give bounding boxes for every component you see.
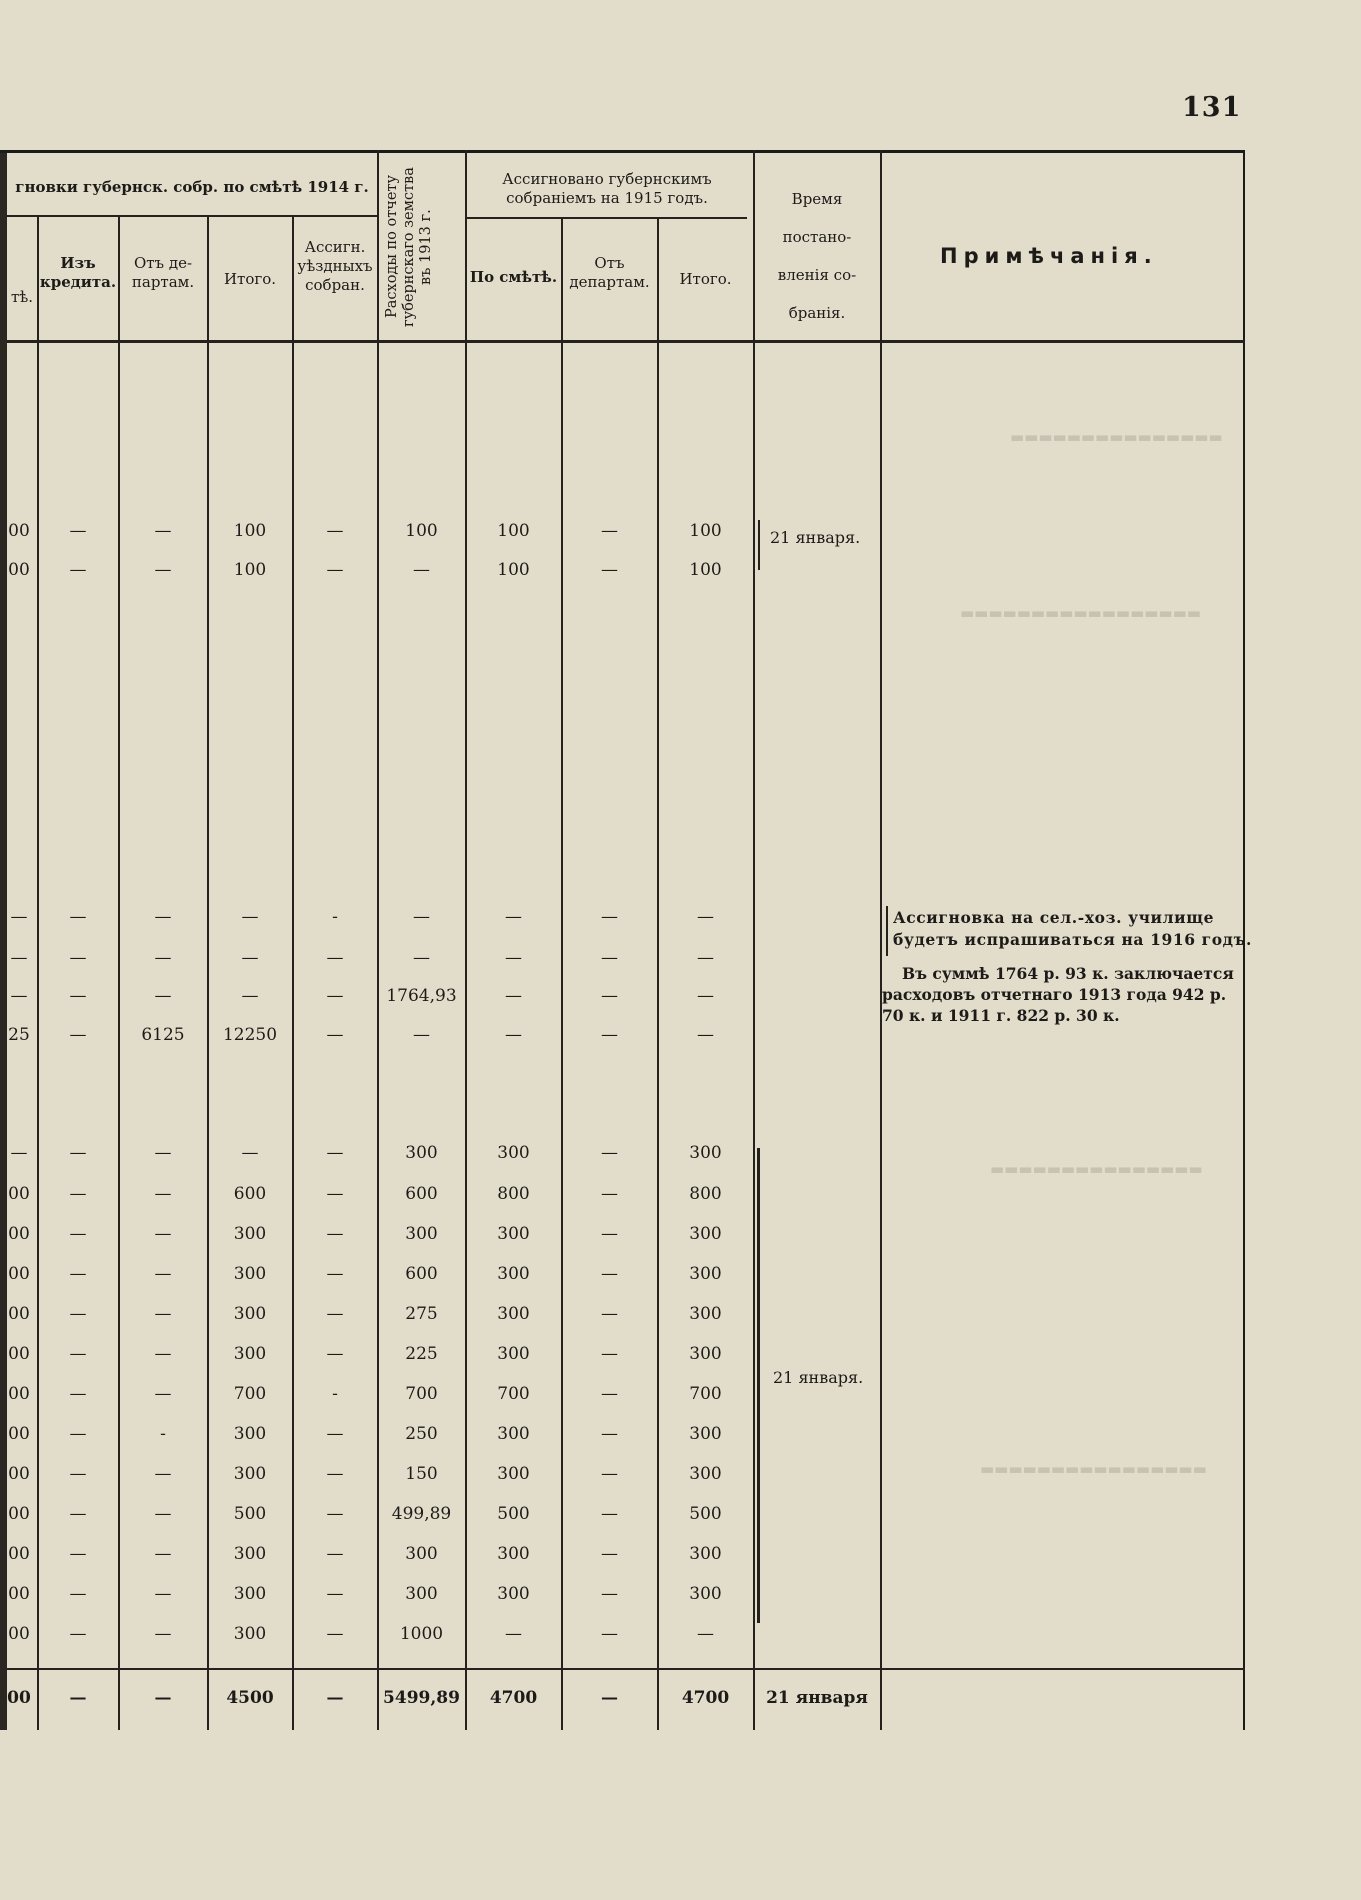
table-cell-credit: — bbox=[69, 1304, 87, 1324]
table-cell-total: 300 bbox=[233, 1544, 267, 1564]
table-cell-edge: 00 bbox=[8, 1544, 30, 1564]
table-cell-total: 100 bbox=[233, 560, 267, 580]
table-cell-total2: 100 bbox=[689, 560, 722, 580]
table-cell-smeta: 300 bbox=[497, 1304, 530, 1324]
table-cell-depart: 6125 bbox=[141, 1025, 185, 1045]
table-cell-uezd: — bbox=[326, 1344, 344, 1364]
table-cell-report: 300 bbox=[405, 1544, 438, 1564]
table-cell-report: — bbox=[413, 1025, 430, 1045]
table-cell-total: 12250 bbox=[222, 1025, 278, 1045]
table-cell-uezd: — bbox=[326, 1624, 344, 1644]
table-cell-depart: — bbox=[154, 1584, 172, 1604]
table-cell-uezd: — bbox=[326, 1264, 344, 1284]
date-brace-1 bbox=[758, 520, 760, 570]
table-cell-smeta: 300 bbox=[497, 1344, 530, 1364]
table-cell-depart2: — bbox=[601, 1025, 618, 1045]
table-cell-edge: — bbox=[10, 907, 28, 927]
table-cell-smeta: 300 bbox=[497, 1224, 530, 1244]
table-cell-smeta: — bbox=[505, 986, 522, 1006]
table-cell-total2: 300 bbox=[689, 1544, 722, 1564]
table-cell-report: 600 bbox=[405, 1264, 438, 1284]
table-cell-credit: — bbox=[69, 1584, 87, 1604]
table-cell-depart2: — bbox=[601, 1143, 618, 1163]
table-cell-credit: — bbox=[69, 907, 87, 927]
table-cell-report: 499,89 bbox=[391, 1504, 452, 1524]
table-cell-uezd: - bbox=[332, 907, 338, 927]
table-cell-total2: 500 bbox=[689, 1504, 722, 1524]
bleed-through-line: ▬▬▬▬▬▬▬▬▬▬▬▬▬▬▬ bbox=[1010, 428, 1223, 446]
col-line bbox=[118, 215, 120, 1730]
table-cell-report: — bbox=[413, 948, 430, 968]
col-line bbox=[880, 150, 882, 1730]
table-cell-credit: — bbox=[69, 1344, 87, 1364]
table-cell-total: 300 bbox=[233, 1304, 267, 1324]
table-cell-edge: 00 bbox=[8, 560, 30, 580]
table-cell-depart2: — bbox=[601, 907, 618, 927]
table-cell-credit: — bbox=[69, 521, 87, 541]
header-divider-1914 bbox=[7, 215, 377, 217]
note-brace bbox=[886, 906, 888, 956]
table-cell-total2: 300 bbox=[689, 1464, 722, 1484]
table-cell-report: 100 bbox=[405, 521, 438, 541]
header-divider-1915 bbox=[465, 217, 747, 219]
table-cell-uezd: — bbox=[326, 1304, 344, 1324]
table-cell-depart: — bbox=[154, 986, 172, 1006]
table-cell-total: 300 bbox=[233, 1264, 267, 1284]
table-cell-report: 1764,93 bbox=[386, 986, 457, 1006]
total-cell-depart: — bbox=[154, 1688, 172, 1708]
table-cell-total2: 300 bbox=[689, 1424, 722, 1444]
header-uezd: Ассигн. уѣздныхъ собран. bbox=[297, 238, 373, 294]
table-cell-total: 300 bbox=[233, 1224, 267, 1244]
table-cell-edge: — bbox=[10, 986, 28, 1006]
table-cell-edge: 00 bbox=[8, 1344, 30, 1364]
total-cell-time: 21 января bbox=[766, 1688, 868, 1708]
header-left-partial: тѣ. bbox=[10, 288, 34, 306]
table-cell-credit: — bbox=[69, 1504, 87, 1524]
table-cell-credit: — bbox=[69, 948, 87, 968]
table-cell-depart2: — bbox=[601, 1184, 618, 1204]
header-credit: Изъ кредита. bbox=[39, 254, 117, 291]
table-cell-report: 150 bbox=[405, 1464, 438, 1484]
table-cell-depart2: — bbox=[601, 986, 618, 1006]
table-cell-smeta: 300 bbox=[497, 1264, 530, 1284]
table-cell-depart2: — bbox=[601, 948, 618, 968]
table-cell-total2: 100 bbox=[689, 521, 722, 541]
table-cell-uezd: — bbox=[326, 1025, 344, 1045]
table-cell-total: 500 bbox=[233, 1504, 267, 1524]
table-cell-edge: 00 bbox=[8, 1464, 30, 1484]
table-cell-total2: — bbox=[697, 907, 714, 927]
total-top-rule bbox=[7, 1668, 1245, 1670]
table-cell-edge: 00 bbox=[8, 1584, 30, 1604]
table-cell-depart2: — bbox=[601, 1304, 618, 1324]
table-cell-edge: — bbox=[10, 948, 28, 968]
table-cell-depart: — bbox=[154, 1143, 172, 1163]
date-brace-2 bbox=[757, 1148, 760, 1623]
table-cell-credit: — bbox=[69, 986, 87, 1006]
table-cell-credit: — bbox=[69, 1424, 87, 1444]
table-cell-total: 700 bbox=[233, 1384, 267, 1404]
table-cell-smeta: 500 bbox=[497, 1504, 530, 1524]
table-cell-credit: — bbox=[69, 1184, 87, 1204]
header-departam: Отъ де-партам. bbox=[131, 254, 195, 291]
table-cell-total: 600 bbox=[233, 1184, 267, 1204]
table-cell-uezd: — bbox=[326, 1184, 344, 1204]
table-cell-depart: — bbox=[154, 1384, 172, 1404]
table-cell-report: — bbox=[413, 907, 430, 927]
table-cell-depart: — bbox=[154, 521, 172, 541]
table-cell-edge: 00 bbox=[8, 1384, 30, 1404]
table-cell-total2: 300 bbox=[689, 1224, 722, 1244]
table-cell-credit: — bbox=[69, 1384, 87, 1404]
header-1915-group: Ассигновано губернскимъ собраніемъ на 1915 годъ. bbox=[502, 170, 712, 207]
col-line bbox=[37, 215, 39, 1730]
table-cell-edge: 00 bbox=[8, 1504, 30, 1524]
table-cell-total2: 300 bbox=[689, 1304, 722, 1324]
table-cell-total2: — bbox=[697, 1624, 714, 1644]
total-cell-credit: — bbox=[69, 1688, 87, 1708]
table-cell-total2: 300 bbox=[689, 1143, 722, 1163]
table-cell-credit: — bbox=[69, 1544, 87, 1564]
table-cell-smeta: 100 bbox=[497, 521, 530, 541]
table-cell-depart2: — bbox=[601, 1424, 618, 1444]
table-cell-edge: 00 bbox=[8, 1624, 30, 1644]
table-cell-uezd: — bbox=[326, 1584, 344, 1604]
table-cell-smeta: — bbox=[505, 907, 522, 927]
table-cell-depart: — bbox=[154, 1264, 172, 1284]
table-cell-edge: 00 bbox=[8, 521, 30, 541]
table-cell-credit: — bbox=[69, 1464, 87, 1484]
table-cell-depart: — bbox=[154, 1464, 172, 1484]
table-cell-uezd: — bbox=[326, 986, 344, 1006]
table-cell-uezd: — bbox=[326, 560, 344, 580]
table-cell-smeta: 300 bbox=[497, 1584, 530, 1604]
table-cell-depart: — bbox=[154, 1504, 172, 1524]
table-cell-credit: — bbox=[69, 1025, 87, 1045]
table-cell-total2: 300 bbox=[689, 1344, 722, 1364]
table-cell-total: 300 bbox=[233, 1584, 267, 1604]
total-cell-total2: 4700 bbox=[681, 1688, 730, 1708]
table-cell-depart2: — bbox=[601, 1464, 618, 1484]
table-cell-smeta: 800 bbox=[497, 1184, 530, 1204]
col-line bbox=[377, 150, 379, 1730]
table-cell-uezd: — bbox=[326, 1544, 344, 1564]
table-cell-total2: 700 bbox=[689, 1384, 722, 1404]
note-1-line-1: Ассигновка на сел.-хоз. училище bbox=[893, 908, 1215, 927]
table-cell-credit: — bbox=[69, 1264, 87, 1284]
table-cell-uezd: — bbox=[326, 1504, 344, 1524]
table-cell-depart: — bbox=[154, 1624, 172, 1644]
table-cell-report: — bbox=[413, 560, 430, 580]
table-cell-smeta: 300 bbox=[497, 1424, 530, 1444]
table-cell-total: — bbox=[241, 948, 259, 968]
table-cell-total2: 300 bbox=[689, 1264, 722, 1284]
table-cell-depart2: — bbox=[601, 1584, 618, 1604]
col-line bbox=[753, 150, 755, 1730]
bleed-through-line: ▬▬▬▬▬▬▬▬▬▬▬▬▬▬▬▬▬ bbox=[960, 604, 1201, 622]
table-cell-total2: — bbox=[697, 986, 714, 1006]
table-cell-total: 300 bbox=[233, 1464, 267, 1484]
header-smeta: По смѣтѣ. bbox=[469, 268, 558, 286]
bleed-through-line: ▬▬▬▬▬▬▬▬▬▬▬▬▬▬▬ bbox=[990, 1160, 1203, 1178]
table-cell-edge: 00 bbox=[8, 1224, 30, 1244]
table-cell-report: 300 bbox=[405, 1584, 438, 1604]
table-cell-smeta: 300 bbox=[497, 1544, 530, 1564]
table-cell-edge: 25 bbox=[8, 1025, 30, 1045]
table-cell-edge: 00 bbox=[8, 1424, 30, 1444]
table-cell-total2: — bbox=[697, 948, 714, 968]
table-cell-report: 700 bbox=[405, 1384, 438, 1404]
table-cell-uezd: — bbox=[326, 1424, 344, 1444]
table-cell-report: 250 bbox=[405, 1424, 438, 1444]
table-cell-depart: — bbox=[154, 907, 172, 927]
table-cell-depart: - bbox=[160, 1424, 166, 1444]
table-cell-smeta: — bbox=[505, 948, 522, 968]
table-cell-total: 300 bbox=[233, 1424, 267, 1444]
table-cell-depart2: — bbox=[601, 1344, 618, 1364]
total-cell-edge: 00 bbox=[7, 1688, 31, 1708]
bleed-through-line: ▬▬▬▬▬▬▬▬▬▬▬▬▬▬▬▬ bbox=[980, 1460, 1207, 1478]
table-cell-depart: — bbox=[154, 1544, 172, 1564]
total-cell-report: 5499,89 bbox=[383, 1688, 460, 1708]
table-cell-edge: 00 bbox=[8, 1264, 30, 1284]
header-report-1913: Расходы по отчету губернскаго земства въ 1913 г. bbox=[384, 167, 434, 327]
table-cell-report: 300 bbox=[405, 1224, 438, 1244]
header-1914-group: гновки губернск. собр. по смѣтѣ 1914 г. bbox=[15, 178, 369, 196]
table-cell-edge: 00 bbox=[8, 1304, 30, 1324]
table-cell-report: 1000 bbox=[399, 1624, 444, 1644]
table-cell-total: — bbox=[241, 1143, 259, 1163]
table-cell-credit: — bbox=[69, 560, 87, 580]
table-cell-smeta: 300 bbox=[497, 1143, 530, 1163]
col-line bbox=[207, 215, 209, 1730]
table-cell-depart2: — bbox=[601, 1624, 618, 1644]
table-cell-total: — bbox=[241, 986, 259, 1006]
table-cell-uezd: — bbox=[326, 1224, 344, 1244]
table-cell-uezd: — bbox=[326, 948, 344, 968]
table-cell-depart: — bbox=[154, 1184, 172, 1204]
table-cell-uezd: — bbox=[326, 521, 344, 541]
page-number: 131 bbox=[1182, 92, 1242, 123]
header-bottom-rule bbox=[7, 340, 1245, 343]
table-cell-total2: — bbox=[697, 1025, 714, 1045]
table-cell-smeta: 700 bbox=[497, 1384, 530, 1404]
header-time: Время постано-вленія со-бранія. bbox=[777, 190, 857, 322]
table-cell-credit: — bbox=[69, 1624, 87, 1644]
table-cell-depart2: — bbox=[601, 560, 618, 580]
table-cell-total: 300 bbox=[233, 1624, 267, 1644]
table-cell-total2: 800 bbox=[689, 1184, 722, 1204]
table-cell-depart: — bbox=[154, 1224, 172, 1244]
table-cell-edge: 00 bbox=[8, 1184, 30, 1204]
note-1-line-2: будетъ испрашиваться на 1916 годъ. bbox=[893, 930, 1253, 949]
table-cell-depart2: — bbox=[601, 1384, 618, 1404]
total-cell-total: 4500 bbox=[226, 1688, 274, 1708]
table-cell-uezd: — bbox=[326, 1464, 344, 1484]
table-cell-edge: — bbox=[10, 1143, 28, 1163]
header-total: Итого. bbox=[223, 270, 277, 288]
table-cell-uezd: - bbox=[332, 1384, 338, 1404]
total-cell-depart2: — bbox=[601, 1688, 618, 1708]
table-cell-smeta: 300 bbox=[497, 1464, 530, 1484]
table-cell-depart2: — bbox=[601, 1264, 618, 1284]
date-label-1: 21 января. bbox=[770, 528, 861, 547]
table-cell-depart2: — bbox=[601, 521, 618, 541]
table-cell-report: 300 bbox=[405, 1143, 438, 1163]
total-cell-smeta: 4700 bbox=[489, 1688, 538, 1708]
table-cell-depart2: — bbox=[601, 1504, 618, 1524]
date-label-2: 21 января. bbox=[773, 1368, 864, 1387]
table-cell-smeta: 100 bbox=[497, 560, 530, 580]
table-cell-depart: — bbox=[154, 1344, 172, 1364]
table-cell-credit: — bbox=[69, 1224, 87, 1244]
table-cell-depart: — bbox=[154, 560, 172, 580]
note-2-line-1: Въ суммѣ 1764 р. 93 к. заключается bbox=[902, 964, 1234, 983]
header-departam-2: Отъ департам. bbox=[569, 254, 650, 291]
col-line bbox=[465, 150, 467, 1730]
table-cell-smeta: — bbox=[505, 1025, 522, 1045]
table-cell-total: 100 bbox=[233, 521, 267, 541]
table-cell-total: — bbox=[241, 907, 259, 927]
table-cell-depart: — bbox=[154, 1304, 172, 1324]
header-total-2: Итого. bbox=[679, 270, 732, 288]
total-cell-uezd: — bbox=[326, 1688, 344, 1708]
table-cell-report: 600 bbox=[405, 1184, 438, 1204]
table-cell-smeta: — bbox=[505, 1624, 522, 1644]
table-cell-total2: 300 bbox=[689, 1584, 722, 1604]
table-cell-depart: — bbox=[154, 948, 172, 968]
note-2-line-3: 70 к. и 1911 г. 822 р. 30 к. bbox=[882, 1006, 1120, 1025]
table-cell-total: 300 bbox=[233, 1344, 267, 1364]
table-cell-report: 275 bbox=[405, 1304, 438, 1324]
table-cell-report: 225 bbox=[405, 1344, 438, 1364]
table-cell-uezd: — bbox=[326, 1143, 344, 1163]
col-line bbox=[292, 215, 294, 1730]
header-notes: Примѣчанія. bbox=[940, 244, 1158, 268]
table-cell-depart2: — bbox=[601, 1224, 618, 1244]
note-2-line-2: расходовъ отчетнаго 1913 года 942 р. bbox=[882, 985, 1227, 1004]
table-cell-depart2: — bbox=[601, 1544, 618, 1564]
table-cell-credit: — bbox=[69, 1143, 87, 1163]
